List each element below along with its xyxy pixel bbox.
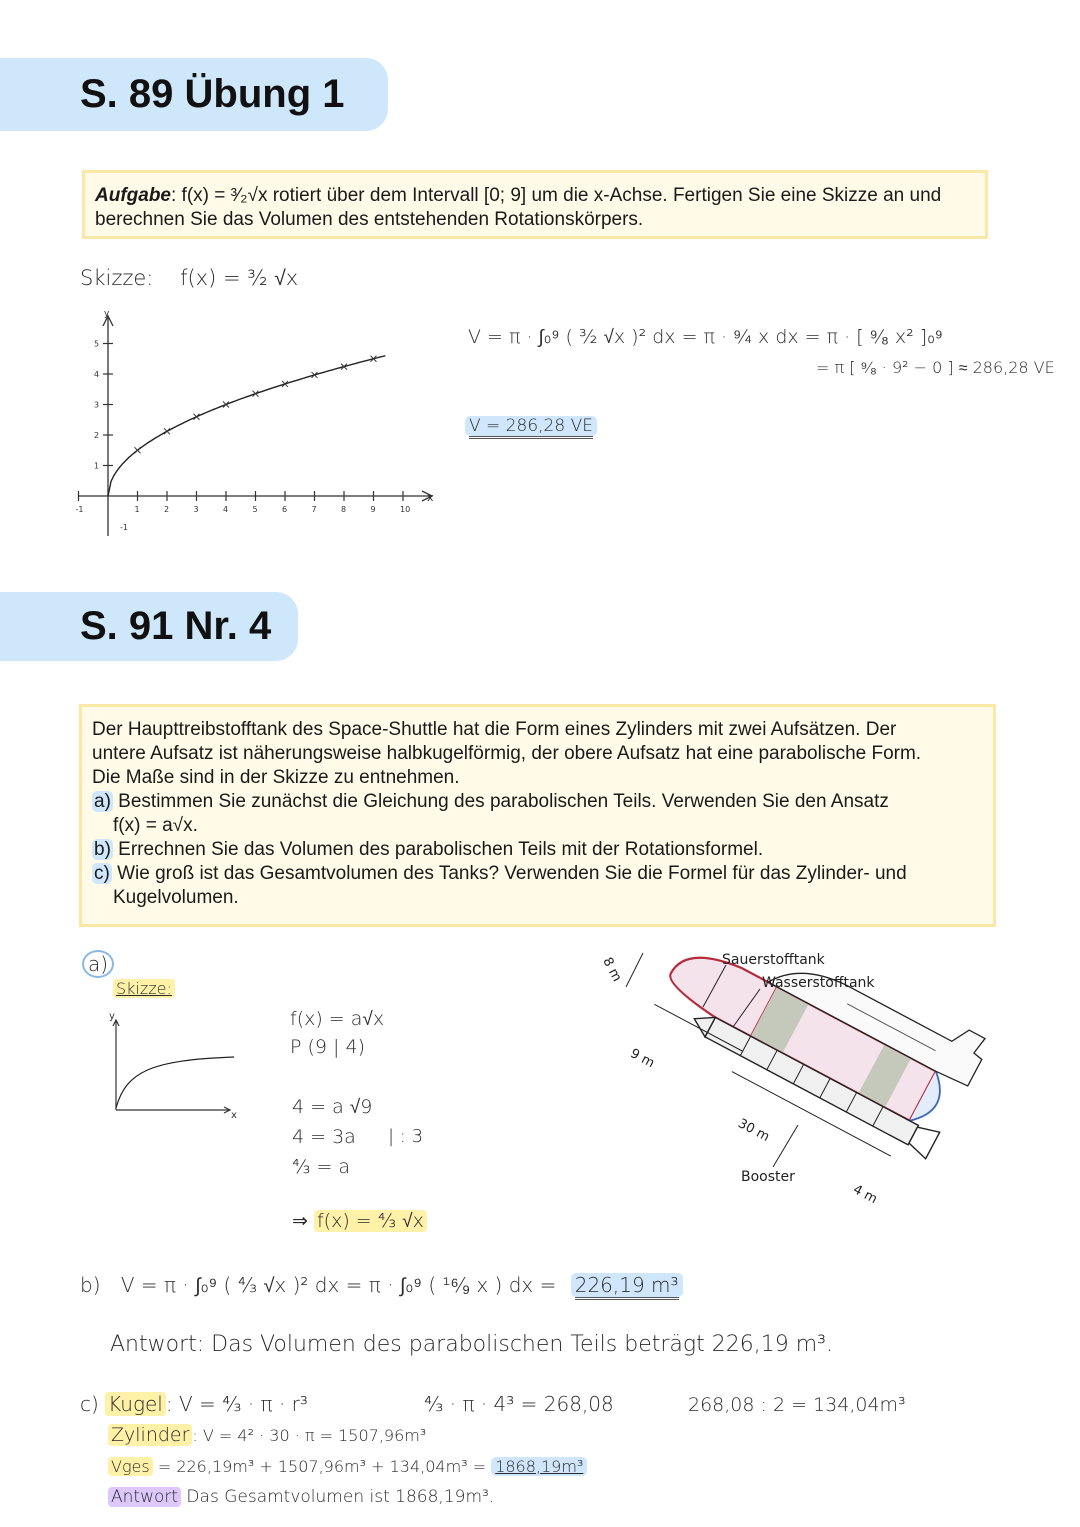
task-2-item-c <box>92 862 983 886</box>
task-2-item-c-cont: Kugelvolumen. <box>113 887 239 908</box>
part-a-step-2: 4 = 3a <box>292 1126 356 1148</box>
task-label: Aufgabe <box>95 185 171 206</box>
graph-curve <box>108 356 385 496</box>
x-tick-label: 2 <box>164 505 170 514</box>
graph-x-label: x <box>427 491 434 504</box>
leader-booster <box>773 1125 798 1167</box>
y-tick-label: 5 <box>94 339 100 349</box>
part-b-result <box>571 1273 683 1297</box>
y-tick-label: 1 <box>94 461 100 471</box>
section-title-2 <box>0 592 298 661</box>
x-tick-label: -1 <box>75 505 84 514</box>
part-c-kugel <box>80 1392 308 1416</box>
task-2-line-1: Der Haupttreibstofftank des Space-Shuttle hat die Form eines Zylinders mit zwei Aufsätzen. Der <box>92 719 897 740</box>
graph-point-cross <box>223 402 229 408</box>
part-b-calc-text: V = π · ∫₀⁹ ( ⁴⁄₃ √x )² dx = π · ∫₀⁹ ( ¹⁶⁄₉ x ) dx = <box>120 1273 557 1297</box>
part-c-vges-calc: = 226,19m³ + 1507,96m³ + 134,04m³ = <box>152 1457 492 1476</box>
part-a-result-text: f(x) = ⁴⁄₃ √x <box>314 1210 427 1232</box>
task-2-item-b <box>92 838 983 862</box>
task-1-line-2: berechnen Sie das Volumen des entstehenden Rotationskörpers. <box>95 209 644 230</box>
part-a-function: f(x) = a√x <box>290 1008 385 1030</box>
part-a-step-3: ⁴⁄₃ = a <box>292 1156 351 1178</box>
x-tick-label: 5 <box>252 505 258 514</box>
section-title-1 <box>0 58 388 131</box>
section-title-2-text: S. 91 Nr. 4 <box>80 604 272 648</box>
task-box-1 <box>82 170 988 239</box>
y-tick-label: 3 <box>94 400 100 410</box>
sketch-curve <box>116 1057 234 1108</box>
part-b-calc <box>80 1273 683 1298</box>
function-label-1: f(x) = ³⁄₂ √x <box>180 266 299 290</box>
graph-sqrt-function <box>70 310 450 540</box>
part-c-zylinder-calc: : V = 4² · 30 · π = 1507,96m³ <box>192 1426 427 1445</box>
part-c-vges-result: 1868,19m³ <box>491 1457 587 1476</box>
item-a-key: a) <box>94 791 111 812</box>
result-1-text: V = 286,28 VE <box>469 416 593 439</box>
item-c-key: c) <box>94 863 110 884</box>
part-a-sketch <box>104 1010 244 1120</box>
task-text-1: : f(x) = ³⁄₂√x rotiert über dem Intervall [0; 9] um die x-Achse. Fertigen Sie eine Skizze an und <box>171 185 942 206</box>
x-tick-label: 7 <box>311 505 317 514</box>
part-c-answer-text: Das Gesamtvolumen ist 1868,19m³. <box>181 1487 495 1507</box>
part-a-result <box>292 1210 427 1233</box>
x-tick-label: 1 <box>134 505 140 514</box>
part-a-result-arrow: ⇒ <box>292 1210 308 1232</box>
y-tick-label: 4 <box>94 370 100 379</box>
task-2-item-a <box>92 790 983 814</box>
label-9m: 9 m <box>627 1046 657 1072</box>
item-b-text: Errechnen Sie das Volumen des parabolischen Teils mit der Rotationsformel. <box>112 839 764 860</box>
x-tick-label: 3 <box>193 505 199 514</box>
x-tick-label: 8 <box>341 505 347 514</box>
label-booster: Booster <box>741 1169 795 1185</box>
x-tick-label: 9 <box>370 505 376 514</box>
part-b-answer: Antwort: Das Volumen des parabolischen Teils beträgt 226,19 m³. <box>110 1332 833 1357</box>
sketch-label-1 <box>80 266 298 291</box>
label-hydrogen: Wasserstofftank <box>762 975 875 991</box>
graph-point-cross <box>164 428 170 434</box>
graph-y-label: y <box>104 310 110 319</box>
part-c-vges-label: Vges <box>108 1457 153 1476</box>
x-tick-label: 4 <box>223 505 229 514</box>
graph-point-cross <box>135 447 141 453</box>
calc-1-line-2: = π [ ⁹⁄₈ · 9² − 0 ] ≈ 286,28 VE <box>816 358 1055 377</box>
part-c-kugel-calc: ⁴⁄₃ · π · 4³ = 268,08 <box>424 1392 614 1416</box>
calc-1-line-1: V = π · ∫₀⁹ ( ³⁄₂ √x )² dx = π · ⁹⁄₄ x dx = π · [ ⁹⁄₈ x² ]₀⁹ <box>468 326 943 348</box>
part-c-kugel-formula: : V = ⁴⁄₃ · π · r³ <box>165 1392 308 1416</box>
dim-line-8m <box>626 953 643 987</box>
task-2-line-2: untere Aufsatz ist näherungsweise halbkugelförmig, der obere Aufsatz hat eine parabolische Form. <box>92 743 922 764</box>
x-tick-label: 10 <box>400 505 411 514</box>
part-c-label: c) <box>80 1392 99 1416</box>
graph-x-below-label: -1 <box>120 523 128 532</box>
part-a-point: P (9 | 4) <box>290 1036 365 1058</box>
y-tick-label: 2 <box>94 431 100 440</box>
task-1-line-1 <box>95 184 975 208</box>
part-c-vges <box>108 1457 587 1476</box>
section-title-1-text: S. 89 Übung 1 <box>80 72 345 116</box>
part-a-step-1: 4 = a √9 <box>292 1096 373 1118</box>
part-b-result-text: 226,19 m³ <box>575 1273 679 1300</box>
part-b-label: b) <box>80 1273 101 1297</box>
part-c-zylinder <box>108 1424 426 1446</box>
label-oxygen: Sauerstofftank <box>722 952 825 968</box>
shuttle-diagram <box>598 945 998 1210</box>
item-c-text: Wie groß ist das Gesamtvolumen des Tanks? Verwenden Sie die Formel für das Zylinder- und <box>111 863 907 884</box>
part-c-kugel-half: 268,08 : 2 = 134,04m³ <box>688 1394 906 1416</box>
part-a-step-2-note: | : 3 <box>388 1126 424 1147</box>
part-c-answer-label: Antwort <box>108 1487 181 1507</box>
part-a-sketch-label <box>113 979 175 998</box>
x-tick-label: 6 <box>282 505 288 514</box>
label-30m: 30 m <box>735 1116 772 1146</box>
graph-point-cross <box>194 414 200 420</box>
part-a-label-text: a) <box>82 950 114 978</box>
sketch-label-1-text: Skizze: <box>80 266 154 290</box>
sketch-x-letter: x <box>231 1110 237 1120</box>
task-2-line-3: Die Maße sind in der Skizze zu entnehmen. <box>92 767 460 788</box>
label-4m: 4 m <box>850 1182 880 1208</box>
result-1-box <box>465 416 597 436</box>
label-8m: 8 m <box>599 955 625 985</box>
task-box-2 <box>79 704 996 927</box>
item-a-text: Bestimmen Sie zunächst die Gleichung des parabolischen Teils. Verwenden Sie den Ansatz <box>112 791 889 812</box>
sketch-y-letter: y <box>109 1011 115 1022</box>
part-a-sketch-label-text: Skizze: <box>113 979 175 998</box>
part-a-label <box>82 950 114 978</box>
part-c-kugel-label: Kugel <box>105 1392 166 1416</box>
task-2-item-a-cont: f(x) = a√x. <box>113 815 198 836</box>
result-1 <box>465 416 597 436</box>
part-c-zylinder-label: Zylinder <box>108 1424 192 1446</box>
part-c-answer <box>108 1487 494 1507</box>
item-b-key: b) <box>94 839 111 860</box>
